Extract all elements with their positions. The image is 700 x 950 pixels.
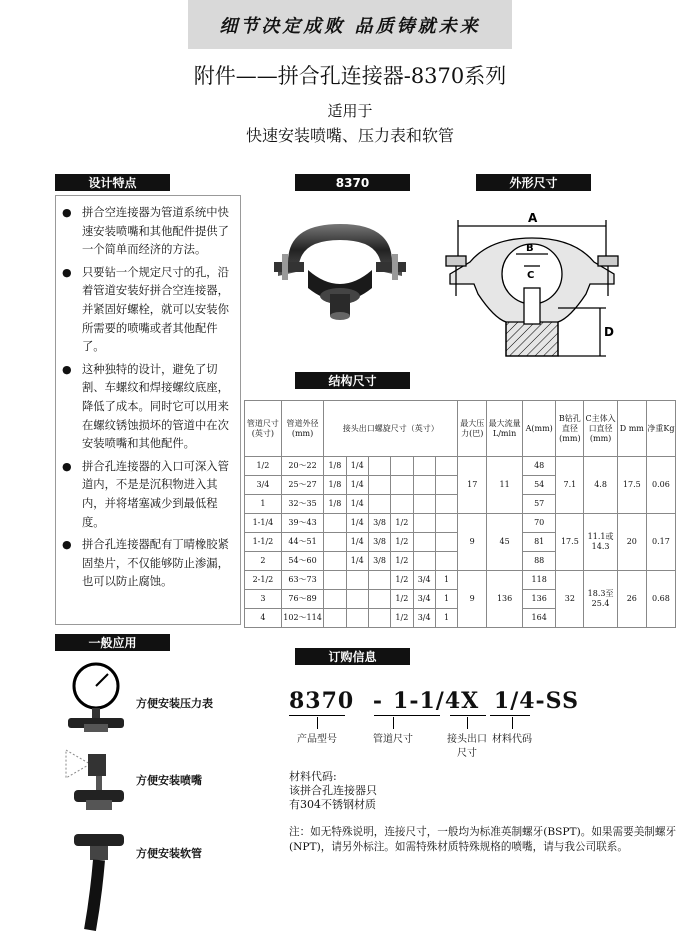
application-label-nozzle: 方便安装喷嘴 xyxy=(136,774,202,787)
design-features-box xyxy=(55,195,241,625)
order-label-material: 材料代码 xyxy=(492,734,532,745)
order-label-outlet: 接头出口尺寸 xyxy=(447,734,487,759)
application-label-gauge: 方便安装压力表 xyxy=(136,697,213,710)
application-label-hose: 方便安装软管 xyxy=(136,847,202,860)
col-thread: 接头出口螺旋尺寸（英寸） xyxy=(324,401,458,457)
subtitle-usage: 快速安装喷嘴、压力表和软管 xyxy=(245,126,454,145)
order-code-pipe-size: 1-1/4X xyxy=(393,688,480,714)
design-point: ● 拼合孔连接器配有丁晴橡胶紧固垫片，不仅能够防止渗漏，也可以防止腐蚀。 xyxy=(62,538,229,589)
dim-label-b: B xyxy=(526,243,534,254)
section-header-ordering: 订购信息 xyxy=(295,648,410,665)
table-row: 3/4 25～27 1/8 1/4 54 xyxy=(245,476,676,495)
page-title: 附件——拼合孔连接器-8370系列 xyxy=(193,64,507,88)
table-row: 1-1/2 44～51 1/4 3/8 1/2 81 xyxy=(245,533,676,552)
pressure-gauge-icon xyxy=(60,658,136,738)
table-row: 4 102～114 1/2 3/4 1 164 xyxy=(245,609,676,628)
table-row: 3 76～89 1/2 3/4 1 136 xyxy=(245,590,676,609)
order-label-pipe: 管道尺寸 xyxy=(373,734,413,745)
dimension-drawing xyxy=(440,196,630,371)
order-underline xyxy=(374,715,440,716)
section-header-design: 设计特点 xyxy=(55,174,170,191)
spray-nozzle-icon xyxy=(60,740,136,820)
hose-icon xyxy=(60,826,136,936)
section-header-general: 一般应用 xyxy=(55,634,170,651)
order-underline xyxy=(490,715,530,716)
section-header-structure: 结构尺寸 xyxy=(295,372,410,389)
design-point: ● 拼合孔连接器的入口可深入管道内，不是是沉积物进入其内，并将堵塞减少到最低程度。 xyxy=(62,459,229,529)
col-max-pressure: 最大压力(巴) xyxy=(458,401,487,457)
col-a: A(mm) xyxy=(522,401,555,457)
footnote: 注：如无特殊说明，连接尺寸，一般均为标准英制螺牙(BSPT)。如果需要美制螺牙(NPT)，请另外标注。如需特殊材质特殊规格的喷嘴，请与我公司联系。 xyxy=(289,826,677,853)
slogan-banner: 细节决定成败 品质铸就未来 xyxy=(188,0,512,49)
table-row: 2-1/2 63～73 1/2 3/4 1 9 136 118 32 18.3至25.4 26 0.68 xyxy=(245,571,676,590)
col-pipe-od: 管道外径(mm) xyxy=(281,401,323,457)
design-point: ● 只要钻一个规定尺寸的孔，沿着管道安装好拼合空连接器，并紧固好螺栓，就可以安装你所需要的喷嘴或者其他配件了。 xyxy=(62,265,229,354)
split-eyelet-connector-photo xyxy=(268,210,418,325)
table-row: 1/2 20～22 1/8 1/4 17 11 48 7.1 4.8 17.5 0.06 xyxy=(245,457,676,476)
design-point: ● 这种独特的设计，避免了切割、车螺纹和焊接螺纹底座，降低了成本。同时它可以用来在螺纹锈蚀损坏的管道中在次安装喷嘴和其他配件。 xyxy=(62,362,229,451)
section-header-model: 8370 xyxy=(295,174,410,191)
order-code-outlet-size: 1/4 xyxy=(493,688,536,714)
order-code-example xyxy=(289,688,579,714)
material-note: 材料代码: 该拼合孔连接器只 有304不锈钢材质 xyxy=(289,770,377,811)
col-d: D mm xyxy=(617,401,646,457)
order-tick xyxy=(467,717,468,729)
dim-label-a: A xyxy=(528,211,538,225)
order-underline xyxy=(450,715,486,716)
order-underline xyxy=(289,715,345,716)
order-tick xyxy=(393,717,394,729)
dim-label-c: C xyxy=(527,270,535,281)
order-code-dash: - xyxy=(372,688,384,714)
col-pipe-size: 管道尺寸(英寸) xyxy=(245,401,282,457)
table-row: 1 32～35 1/8 1/4 57 xyxy=(245,495,676,514)
structure-dimension-table xyxy=(244,400,676,628)
col-b-hole: B钻孔直径(mm) xyxy=(556,401,584,457)
order-code-model: 8370 xyxy=(289,688,355,714)
subtitle-applicable: 适用于 xyxy=(327,102,373,120)
order-tick xyxy=(512,717,513,729)
col-max-flow: 最大流量L/min xyxy=(487,401,523,457)
order-tick xyxy=(317,717,318,729)
table-row: 1-1/4 39～43 1/4 3/8 1/2 9 45 70 17.5 11.1或14.3 20 0.17 xyxy=(245,514,676,533)
col-c-inlet: C主体入口直径(mm) xyxy=(584,401,617,457)
order-code-material: -SS xyxy=(535,688,579,714)
dim-label-d: D xyxy=(604,325,614,339)
table-row: 2 54～60 1/4 3/8 1/2 88 xyxy=(245,552,676,571)
design-point: ● 拼合空连接器为管道系统中快速安装喷嘴和其他配件提供了一个简单而经济的方法。 xyxy=(62,206,229,257)
section-header-dimensions: 外形尺寸 xyxy=(476,174,591,191)
order-label-model: 产品型号 xyxy=(297,734,337,745)
col-weight: 净重Kg xyxy=(646,401,675,457)
